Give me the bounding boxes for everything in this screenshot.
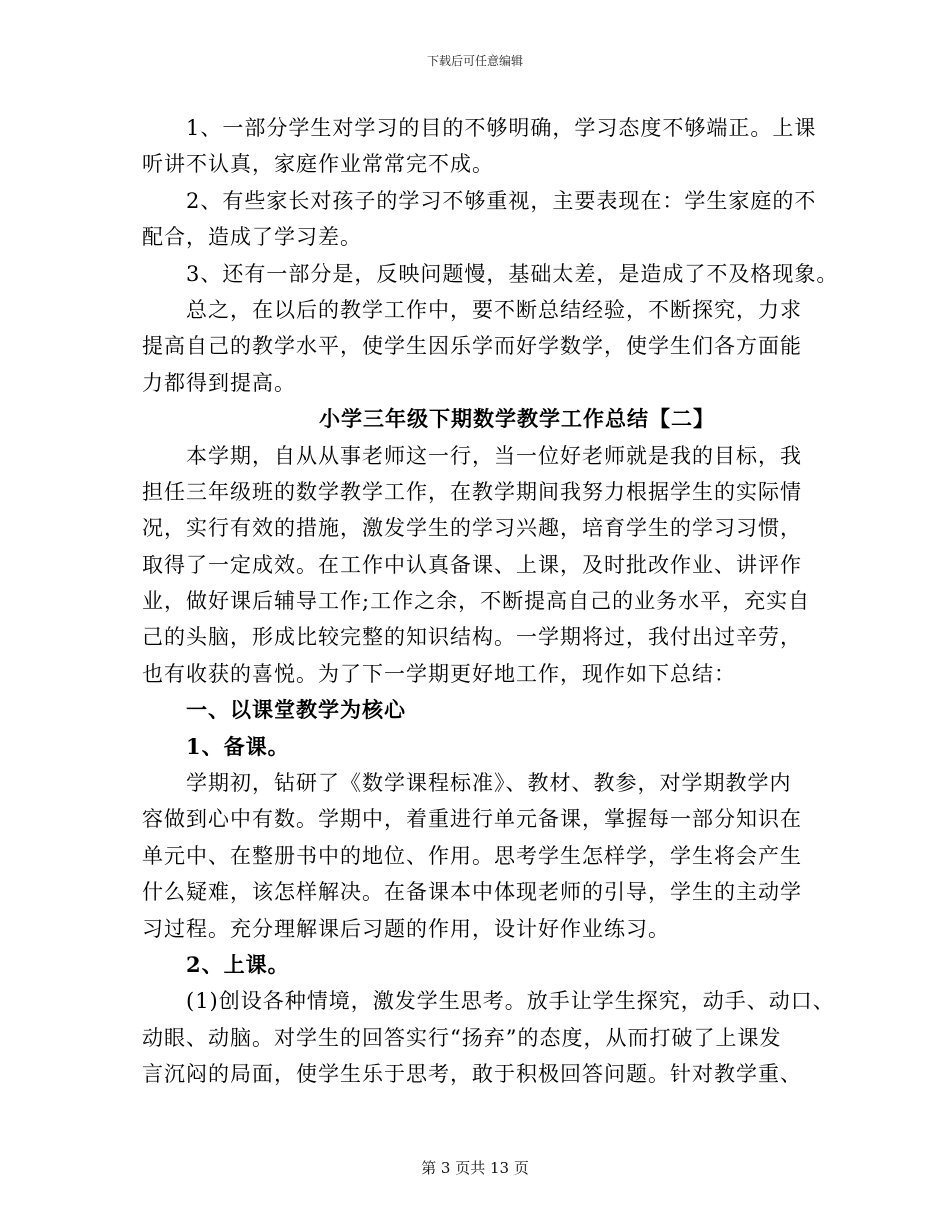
paragraph-line: 况，实行有效的措施，激发学生的学习兴趣，培育学生的学习习惯， [142, 516, 802, 541]
paragraph-line: 听讲不认真，家庭作业常常完不成。 [142, 152, 494, 177]
subheading: 1、备课。 [186, 733, 290, 759]
paragraph-line: 配合，造成了学习差。 [142, 225, 362, 250]
page-footer: 第 3 页共 13 页 [421, 1159, 529, 1177]
paragraph-line: 学期初，钻研了《数学课程标准》、教材、教参，对学期教学内 [186, 771, 792, 796]
document-body [142, 110, 839, 1093]
paragraph-line: 业，做好课后辅导工作;工作之余，不断提高自己的业务水平，充实自 [142, 589, 811, 614]
subheading: 2、上课。 [186, 951, 290, 977]
paragraph-line: 容做到心中有数。学期中，着重进行单元备课，掌握每一部分知识在 [142, 807, 802, 832]
paragraph-line: 也有收获的喜悦。为了下一学期更好地工作，现作如下总结： [142, 661, 736, 686]
paragraph-line: 总之，在以后的教学工作中，要不断总结经验，不断探究，力求 [186, 297, 802, 322]
paragraph-line: 1、一部分学生对学习的目的不够明确，学习态度不够端正。上课 [186, 116, 817, 140]
page-header: 下载后可任意编辑 [426, 54, 523, 68]
paragraph-line: 力都得到提高。 [142, 370, 296, 395]
paragraph-line: 担任三年级班的数学教学工作，在教学期间我努力根据学生的实际情 [142, 479, 802, 504]
paragraph-line: 取得了一定成效。在工作中认真备课、上课，及时批改作业、讲评作 [142, 552, 802, 577]
section-title: 小学三年级下期数学教学工作总结【二】 [319, 406, 715, 432]
paragraph-line: 2、有些家长对孩子的学习不够重视，主要表现在：学生家庭的不 [186, 188, 817, 213]
paragraph-line: 提高自己的教学水平，使学生因乐学而好学数学，使学生们各方面能 [142, 334, 802, 359]
paragraph-line: 3、还有一部分是，反映问题慢，基础太差，是造成了不及格现象。 [186, 261, 839, 286]
paragraph-line: 动眼、动脑。对学生的回答实行“扬弃”的态度，从而打破了上课发 [142, 1025, 782, 1050]
paragraph-line: 习过程。充分理解课后习题的作用，设计好作业练习。 [142, 916, 670, 941]
paragraph-line: 言沉闷的局面，使学生乐于思考，敢于积极回答问题。针对教学重、 [142, 1062, 802, 1087]
paragraph-line: 己的头脑，形成比较完整的知识结构。一学期将过，我付出过辛劳， [142, 625, 802, 650]
paragraph-line: 本学期，自从从事老师这一行，当一位好老师就是我的目标，我 [186, 443, 802, 468]
subheading: 一、以课堂教学为核心 [186, 697, 406, 723]
paragraph-line: 什么疑难，该怎样解决。在备课本中体现老师的引导，学生的主动学 [142, 880, 802, 905]
paragraph-line: (1)创设各种情境，激发学生思考。放手让学生探究，动手、动口、 [186, 989, 835, 1014]
paragraph-line: 单元中、在整册书中的地位、作用。思考学生怎样学，学生将会产生 [142, 843, 802, 868]
